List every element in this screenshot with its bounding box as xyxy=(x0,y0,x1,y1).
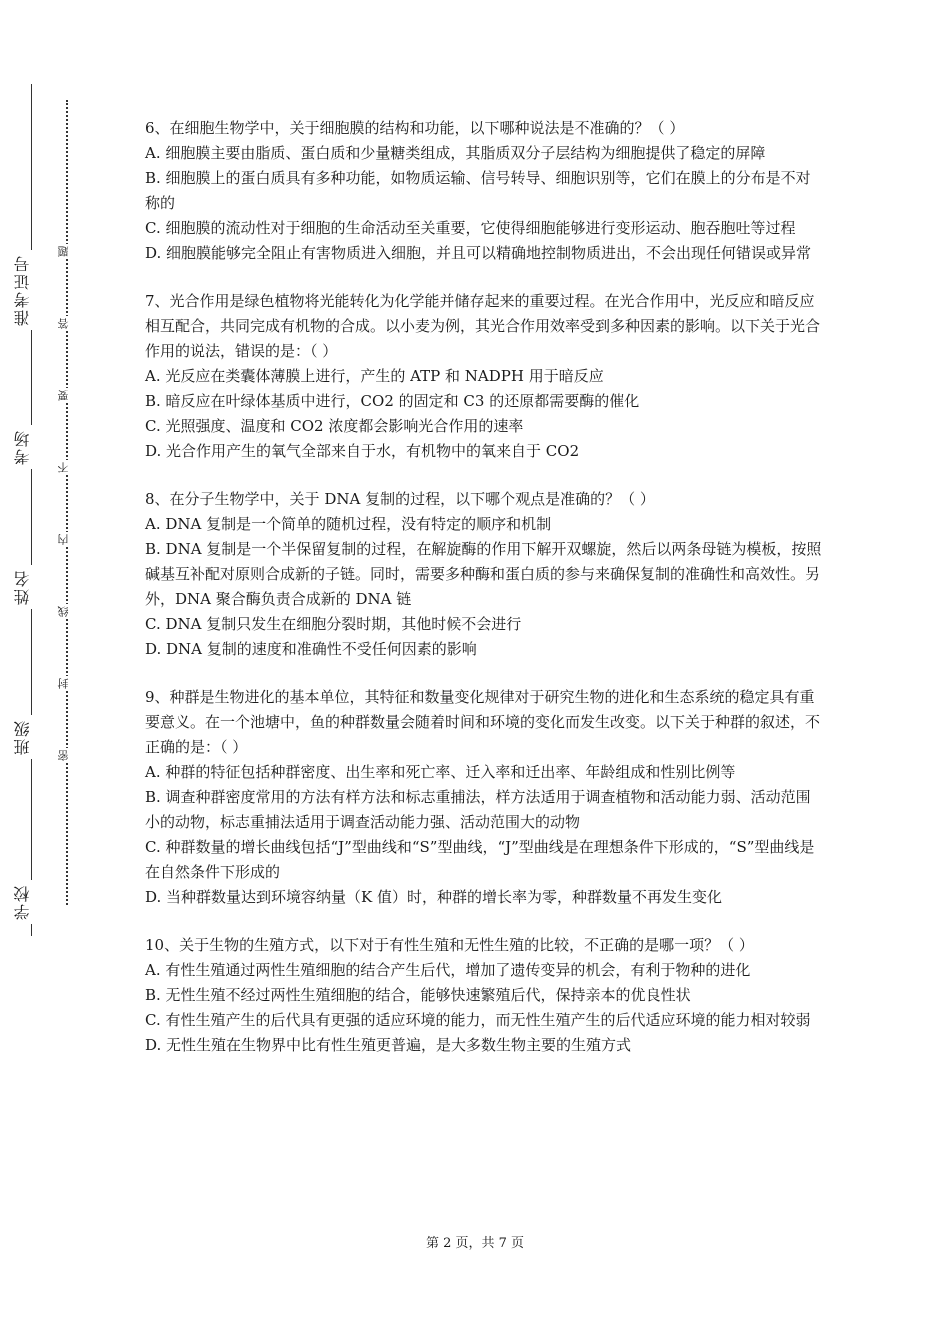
seal-char: 封 xyxy=(58,676,74,691)
option-b: B. 调查种群密度常用的方法有样方法和标志重捕法，样方法适用于调查植物和活动能力弱、活动范围小的动物，标志重捕法适用于调查活动能力强、活动范围大的动物 xyxy=(145,788,811,831)
margin-field-class: 班级 xyxy=(14,715,48,759)
question-stem: 8、在分子生物学中，关于 DNA 复制的过程，以下哪个观点是准确的？（ ） xyxy=(145,490,655,508)
seal-char: 要 xyxy=(58,388,74,403)
option-c: C. 种群数量的增长曲线包括“J”型曲线和“S”型曲线，“J”型曲线是在理想条件下形成的，“S”型曲线是在自然条件下形成的 xyxy=(145,838,815,881)
option-c: C. 细胞膜的流动性对于细胞的生命活动至关重要，它使得细胞能够进行变形运动、胞吞胞吐等过程 xyxy=(145,219,796,237)
question-9 xyxy=(145,685,825,910)
option-d: D. 细胞膜能够完全阻止有害物质进入细胞，并且可以精确地控制物质进出，不会出现任何错误或异常 xyxy=(145,244,812,262)
question-list xyxy=(145,116,825,1081)
binding-line xyxy=(31,84,32,936)
seal-char: 答 xyxy=(58,316,74,331)
margin-field-exam-number: 准考证号 xyxy=(14,250,48,330)
seal-char: 内 xyxy=(58,532,74,547)
option-d: D. 当种群数量达到环境容纳量（K 值）时，种群的增长率为零，种群数量不再发生变化 xyxy=(145,888,723,906)
option-c: C. 光照强度、温度和 CO2 浓度都会影响光合作用的速率 xyxy=(145,417,524,435)
option-c: C. DNA 复制只发生在细胞分裂时期，其他时候不会进行 xyxy=(145,615,522,633)
question-8 xyxy=(145,487,825,662)
question-stem: 10、关于生物的生殖方式，以下对于有性生殖和无性生殖的比较，不正确的是哪一项？（ ） xyxy=(145,936,754,954)
option-a: A. 种群的特征包括种群密度、出生率和死亡率、迁入率和迁出率、年龄组成和性别比例等 xyxy=(145,763,736,781)
option-d: D. 光合作用产生的氧气全部来自于水，有机物中的氧来自于 CO2 xyxy=(145,442,580,460)
option-a: A. 细胞膜主要由脂质、蛋白质和少量糖类组成，其脂质双分子层结构为细胞提供了稳定的屏障 xyxy=(145,144,766,162)
margin-field-exam-room: 考场 xyxy=(14,425,48,469)
option-b: B. 细胞膜上的蛋白质具有多种功能，如物质运输、信号转导、细胞识别等，它们在膜上的分布是不对称的 xyxy=(145,169,811,212)
question-stem: 9、种群是生物进化的基本单位，其特征和数量变化规律对于研究生物的进化和生态系统的稳定具有重要意义。在一个池塘中，鱼的种群数量会随着时间和环境的变化而发生改变。以下关于种群的叙述，不正确的是：（ ） xyxy=(145,688,821,756)
option-d: D. DNA 复制的速度和准确性不受任何因素的影响 xyxy=(145,640,477,658)
seal-char: 不 xyxy=(58,460,74,475)
option-d: D. 无性生殖在生物界中比有性生殖更普遍，是大多数生物主要的生殖方式 xyxy=(145,1036,632,1054)
option-c: C. 有性生殖产生的后代具有更强的适应环境的能力，而无性生殖产生的后代适应环境的能力相对较弱 xyxy=(145,1011,811,1029)
question-10 xyxy=(145,933,825,1058)
option-a: A. DNA 复制是一个简单的随机过程，没有特定的顺序和机制 xyxy=(145,515,552,533)
margin-field-school: 学校 xyxy=(14,880,48,924)
option-a: A. 光反应在类囊体薄膜上进行，产生的 ATP 和 NADPH 用于暗反应 xyxy=(145,367,604,385)
margin-field-name: 姓名 xyxy=(14,565,48,609)
seal-char: 密 xyxy=(58,748,74,763)
question-stem: 7、光合作用是绿色植物将光能转化为化学能并储存起来的重要过程。在光合作用中，光反应和暗反应相互配合，共同完成有机物的合成。以小麦为例，其光合作用效率受到多种因素的影响。以下关于光合作用的说法，错误的是：（ ） xyxy=(145,292,821,360)
option-a: A. 有性生殖通过两性生殖细胞的结合产生后代，增加了遗传变异的机会，有利于物种的进化 xyxy=(145,961,751,979)
option-b: B. 无性生殖不经过两性生殖细胞的结合，能够快速繁殖后代，保持亲本的优良性状 xyxy=(145,986,691,1004)
option-b: B. 暗反应在叶绿体基质中进行，CO2 的固定和 C3 的还原都需要酶的催化 xyxy=(145,392,640,410)
question-6 xyxy=(145,116,825,266)
page-number: 第 2 页，共 7 页 xyxy=(425,1236,525,1251)
question-stem: 6、在细胞生物学中，关于细胞膜的结构和功能，以下哪种说法是不准确的？（ ） xyxy=(145,119,685,137)
seal-char: 线 xyxy=(58,604,74,619)
seal-char: 题 xyxy=(58,244,74,259)
option-b: B. DNA 复制是一个半保留复制的过程，在解旋酶的作用下解开双螺旋，然后以两条母链为模板，按照碱基互补配对原则合成新的子链。同时，需要多种酶和蛋白质的参与来确保复制的准确性和高效性。另外，DNA 聚合酶负责合成新的 DNA 链 xyxy=(145,540,822,608)
seal-dotted-line xyxy=(66,100,68,905)
question-7 xyxy=(145,289,825,464)
